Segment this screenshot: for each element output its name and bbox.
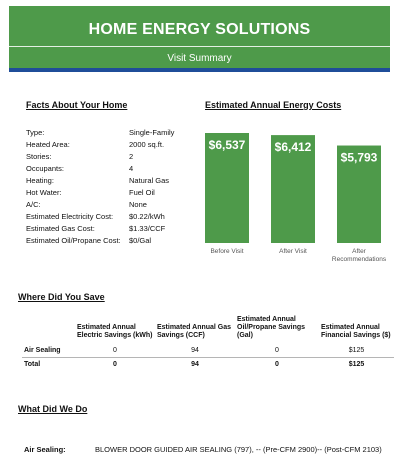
banner-divider [9, 46, 390, 47]
fact-label: Type: [26, 128, 45, 137]
measures-section-title: What Did We Do [18, 404, 88, 414]
chart-title: Estimated Annual Energy Costs [205, 100, 342, 110]
report-subtitle: Visit Summary [167, 53, 232, 64]
fact-row [26, 187, 196, 199]
header-cell [22, 316, 75, 344]
fact-value: Single-Family [129, 128, 175, 137]
measure-label: Air Sealing: [24, 445, 66, 454]
energy-cost-chart [200, 110, 387, 270]
table-cell: 94 [191, 347, 199, 354]
fact-value: None [129, 200, 147, 209]
bar-value-label: $6,412 [274, 140, 312, 155]
banner-bottom-rule [9, 68, 390, 72]
table-cell: 0 [275, 347, 279, 354]
fact-label: Estimated Oil/Propane Cost: [26, 236, 121, 245]
savings-header-row [22, 316, 394, 344]
table-cell: 0 [75, 358, 155, 372]
table-cell: 94 [155, 358, 235, 372]
header-cell: Estimated Annual Gas Savings (CCF) [157, 324, 232, 339]
measure-item [24, 445, 385, 455]
fact-value: Natural Gas [129, 176, 170, 185]
fact-label: Occupants: [26, 164, 64, 173]
fact-label: Stories: [26, 152, 52, 161]
fact-value: 2000 sq.ft. [129, 140, 165, 149]
fact-label: Estimated Electricity Cost: [26, 212, 114, 221]
savings-section-title: Where Did You Save [18, 292, 105, 302]
table-row [22, 344, 394, 358]
fact-value: 4 [129, 164, 134, 173]
category-label: Before Visit [210, 248, 244, 255]
fact-row [26, 127, 196, 139]
table-cell: $125 [319, 358, 394, 372]
header-banner [9, 6, 390, 72]
fact-label: A/C: [26, 200, 41, 209]
bar-value-label: $6,537 [208, 138, 246, 152]
category-label: After Recommendations [331, 248, 387, 263]
fact-label: Hot Water: [26, 188, 62, 197]
category-label: After Visit [279, 248, 307, 255]
measure-description: BLOWER DOOR GUIDED AIR SEALING (797), -- (Pre-CFM 2900)-- (Post-CFM 2103) [95, 445, 382, 454]
header-cell: Estimated Annual Electric Savings (kWh) [77, 324, 153, 339]
table-cell: $125 [348, 347, 365, 354]
fact-value: $1.33/CCF [129, 224, 166, 233]
table-cell: 0 [235, 358, 319, 372]
fact-value: $0.22/kWh [129, 212, 165, 221]
facts-list [26, 127, 196, 247]
fact-row [26, 211, 196, 223]
total-row [22, 358, 394, 372]
facts-section-title: Facts About Your Home [26, 100, 128, 110]
table-cell: 0 [113, 347, 117, 354]
fact-label: Heating: [26, 176, 54, 185]
report-title: HOME ENERGY SOLUTIONS [88, 21, 311, 38]
fact-row [26, 151, 196, 163]
bar-value-label: $5,793 [340, 150, 378, 165]
fact-row [26, 199, 196, 211]
row-label: Total [22, 358, 75, 372]
fact-value: Fuel Oil [129, 188, 155, 197]
fact-label: Heated Area: [26, 140, 70, 149]
fact-label: Estimated Gas Cost: [26, 224, 95, 233]
savings-table [22, 316, 394, 371]
header-cell: Estimated Annual Oil/Propane Savings (Gal) [237, 316, 306, 339]
fact-row [26, 223, 196, 235]
row-label: Air Sealing [24, 347, 61, 354]
header-cell: Estimated Annual Financial Savings ($) [321, 324, 391, 339]
fact-row [26, 163, 196, 175]
fact-value: $0/Gal [129, 236, 152, 245]
fact-row [26, 139, 196, 151]
fact-value: 2 [129, 152, 134, 161]
fact-row [26, 175, 196, 187]
fact-row [26, 235, 196, 247]
